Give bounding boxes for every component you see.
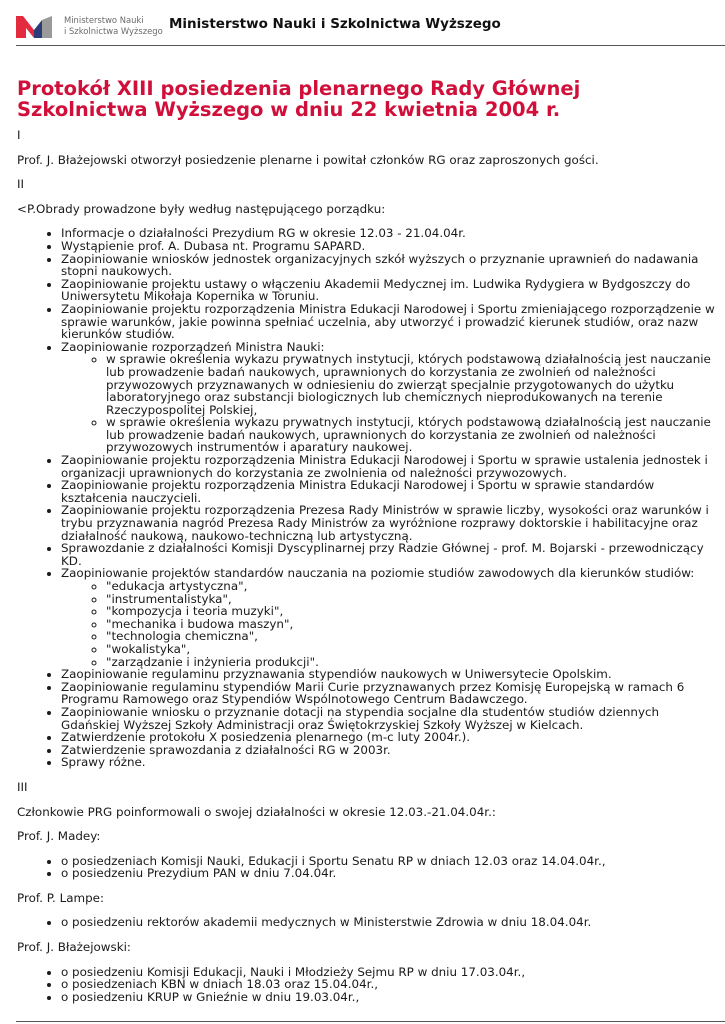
agenda-intro: <P.Obrady prowadzone były według następującego porządku: [17,201,386,216]
member-name: Prof. P. Lampe: [17,890,104,905]
agenda-item: • Zaopiniowanie projektu rozporządzenia Prezesa Rady Ministrów w sprawie liczby, wysokości oraz warunków i trybu przyznawania nagród Prezesa Rady Ministrów za wyróżnione rozprawy doktorskie i habilitacyjne oraz działalność naukową, naukowo-techniczną lub artystyczną. [61,504,717,542]
activity-item: • o posiedzeniu Prezydium PAN w dniu 7.04.04r. [61,867,717,880]
agenda-item: • Zaopiniowanie projektu ustawy o włączeniu Akademii Medycznej im. Ludwika Rydygiera w Bydgoszczy do Uniwersytetu Mikołaja Kopernika w Toruniu. [61,278,717,303]
section-heading-1: I [17,128,21,142]
agenda-item: • Sprawozdanie z działalności Komisji Dyscyplinarnej przy Radzie Głównej - prof. M. Bojarski - przewodniczący KD. [61,542,717,567]
section-heading-2: II [17,177,25,192]
agenda-subitem: ◦ "kompozycja i teoria muzyki", [106,605,717,618]
agenda-item: • Zaopiniowanie regulaminu przyznawania stypendiów naukowych w Uniwersytecie Opolskim. [61,668,717,681]
activity-item: • o posiedzeniu KRUP w Gnieźnie w dniu 19.03.04r., [61,991,717,1004]
header-divider [16,45,725,46]
activity-item: • o posiedzeniach Komisji Nauki, Edukacji i Sportu Senatu RP w dniach 12.03 oraz 14.04.04r., [61,855,717,868]
agenda-subitem: ◦ w sprawie określenia wykazu prywatnych instytucji, których podstawową działalnością jest nauczanie lub prowadzenie badań naukowych, uprawnionych do korzystania ze zwolnień od należności przywozowych instrumentów i aparatury naukowej. [106,416,717,454]
logo-red-shape [16,16,34,38]
agenda-subitem: ◦ "edukacja artystyczna", [106,580,717,593]
agenda-subitem: ◦ "zarządzanie i inżynieria produkcji". [106,656,717,669]
members-report-intro: Członkowie PRG poinformowali o swojej działalności w okresie 12.03.-21.04.04r.: [17,804,496,819]
agenda-sublist [61,353,717,454]
agenda-item: • Wystąpienie prof. A. Dubasa nt. Programu SAPARD. [61,240,717,253]
agenda-list [17,227,717,769]
agenda-item: • Zaopiniowanie projektu rozporządzenia Ministra Edukacji Narodowej i Sportu zmieniającego rozporządzenie w sprawie warunków, jakie powinna spełniać uczelnia, aby utworzyć i prowadzić kierunek studiów, oraz nazw kierunków studiów. [61,303,717,341]
member-name: Prof. J. Madey: [17,829,101,844]
agenda-subitem: ◦ "instrumentalistyka", [106,593,717,606]
agenda-item-text: Zaopiniowanie rozporządzeń Ministra Nauki: [61,339,325,354]
member-name: Prof. J. Błażejowski: [17,940,131,955]
agenda-item [61,341,717,454]
document-body [17,78,717,1015]
agenda-item: • Sprawy różne. [61,756,717,769]
page-title: Protokół XIII posiedzenia plenarnego Rady Głównej Szkolnictwa Wyższego w dniu 22 kwietnia 2004 r. [17,77,581,121]
section-heading-3: III [17,779,28,794]
agenda-subitem: ◦ "wokalistyka", [106,643,717,656]
agenda-item: • Zaopiniowanie wniosku o przyznanie dotacji na stypendia socjalne dla studentów studiów dziennych Gdańskiej Wyższej Szkoły Administracji oraz Świętokrzyskiej Szkoły Wyższej w Kielcach. [61,706,717,731]
agenda-sublist [61,580,717,668]
footer-divider [16,1021,725,1022]
logo-line-2: i Szkolnictwa Wyższego [64,26,163,36]
agenda-item: • Zaopiniowanie projektu rozporządzenia Ministra Edukacji Narodowej i Sportu w sprawie ustalenia jednostek i organizacji uprawnionych do korzystania ze zwolnienia od należności przywozowych. [61,454,717,479]
activity-item: • o posiedzeniu rektorów akademii medycznych w Ministerstwie Zdrowia w dniu 18.04.04r. [61,916,717,929]
logo-blue-shape [34,20,42,38]
agenda-item: • Zaopiniowanie regulaminu stypendiów Marii Curie przyznawanych przez Komisję Europejską w ramach 6 Programu Ramowego oraz Stypendiów Wspólnotowego Centrum Badawczego. [61,681,717,706]
agenda-subitem: ◦ "mechanika i budowa maszyn", [106,618,717,631]
agenda-item: • Informacje o działalności Prezydium RG w okresie 12.03 - 21.04.04r. [61,227,717,240]
member-activity-list [17,855,717,880]
agenda-subitem: ◦ "technologia chemiczna", [106,630,717,643]
agenda-item: • Zaopiniowanie projektu rozporządzenia Ministra Edukacji Narodowej i Sportu w sprawie standardów kształcenia nauczycieli. [61,479,717,504]
ministry-logo[interactable] [16,14,52,40]
agenda-item: • Zaopiniowanie wniosków jednostek organizacyjnych szkół wyższych o przyznanie uprawnień do nadawania stopni naukowych. [61,253,717,278]
logo-wordmark[interactable] [64,15,163,37]
agenda-item-text: Zaopiniowanie projektów standardów nauczania na poziomie studiów zawodowych dla kierunków studiów: [61,566,695,581]
agenda-item: • Zatwierdzenie protokołu X posiedzenia plenarnego (m-c luty 2004r.). [61,731,717,744]
agenda-subitem: ◦ w sprawie określenia wykazu prywatnych instytucji, których podstawową działalnością jest nauczanie lub prowadzenie badań naukowych, uprawnionych do korzystania ze zwolnień od należności przywozowych przyznawanych w odniesieniu do zwierząt specjalnie przygotowanych do użytku laboratoryjnego oraz substancji biologicznych lub chemicznych nieprodukowanych na terenie Rzeczypospolitej Polskiej, [106,353,717,416]
site-title: Ministerstwo Nauki i Szkolnictwa Wyższego [169,16,501,32]
activity-item: • o posiedzeniach KBN w dniach 18.03 oraz 15.04.04r., [61,978,717,991]
activity-item: • o posiedzeniu Komisji Edukacji, Nauki i Młodzieży Sejmu RP w dniu 17.03.04r., [61,966,717,979]
logo-gray-shape [42,16,52,38]
site-header [16,14,716,42]
agenda-item [61,567,717,668]
agenda-item: • Zatwierdzenie sprawozdania z działalności RG w 2003r. [61,744,717,757]
logo-line-1: Ministerstwo Nauki [64,15,144,25]
opening-paragraph: Prof. J. Błażejowski otworzył posiedzenie plenarne i powitał członków RG oraz zaproszonych gości. [17,152,599,167]
member-activity-list [17,966,717,1004]
member-activity-list [17,916,717,929]
